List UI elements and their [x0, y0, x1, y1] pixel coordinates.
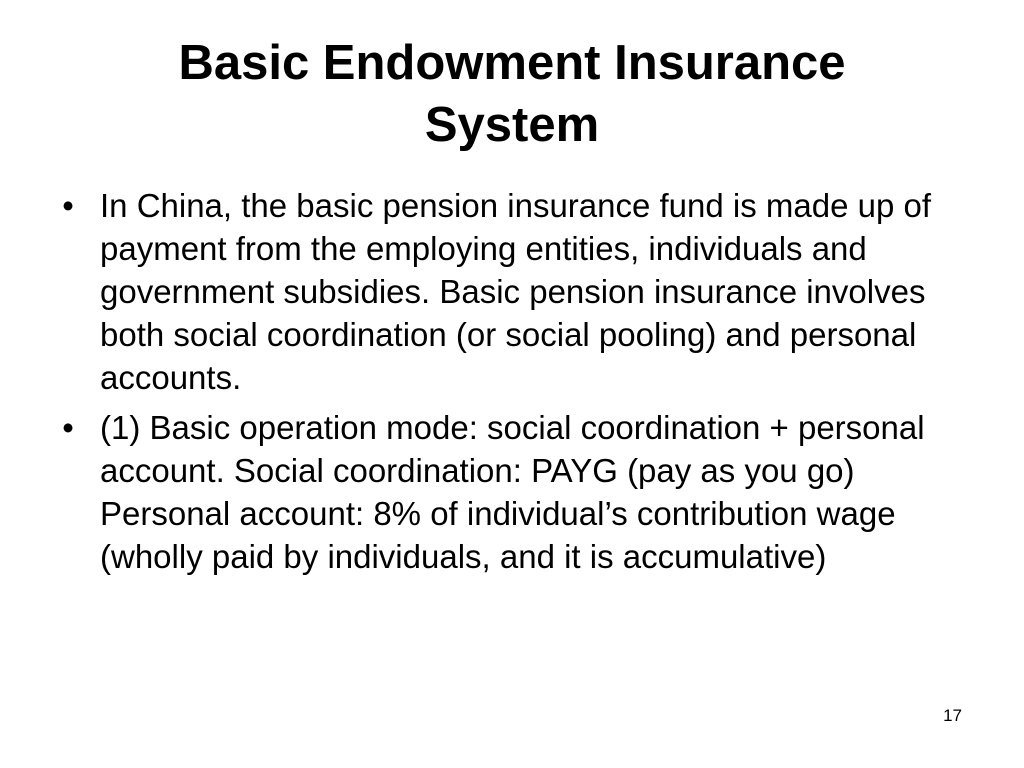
- slide-title-line-2: System: [424, 98, 600, 152]
- slide-title: [60, 32, 964, 156]
- bullet-text-1: In China, the basic pension insurance fund is made up of payment from the employing entities, individuals and government subsidies. Basic pension insurance involves both social coordination (or social pooling) and personal accounts.: [100, 187, 932, 396]
- bullet-item-1: [58, 184, 978, 399]
- bullet-dot-icon: •: [62, 187, 74, 224]
- page-number: 17: [943, 706, 962, 725]
- bullet-text-2: (1) Basic operation mode: social coordination + personal account. Social coordination: PAYG (pay as you go) Personal account: 8% of individual’s contribution wage (wholly paid by individuals, and it is accumulative): [100, 409, 925, 575]
- bullet-list: [58, 184, 978, 585]
- bullet-dot-icon: •: [62, 409, 74, 446]
- slide-title-line-1: Basic Endowment Insurance: [178, 36, 846, 90]
- bullet-item-2: [58, 406, 978, 578]
